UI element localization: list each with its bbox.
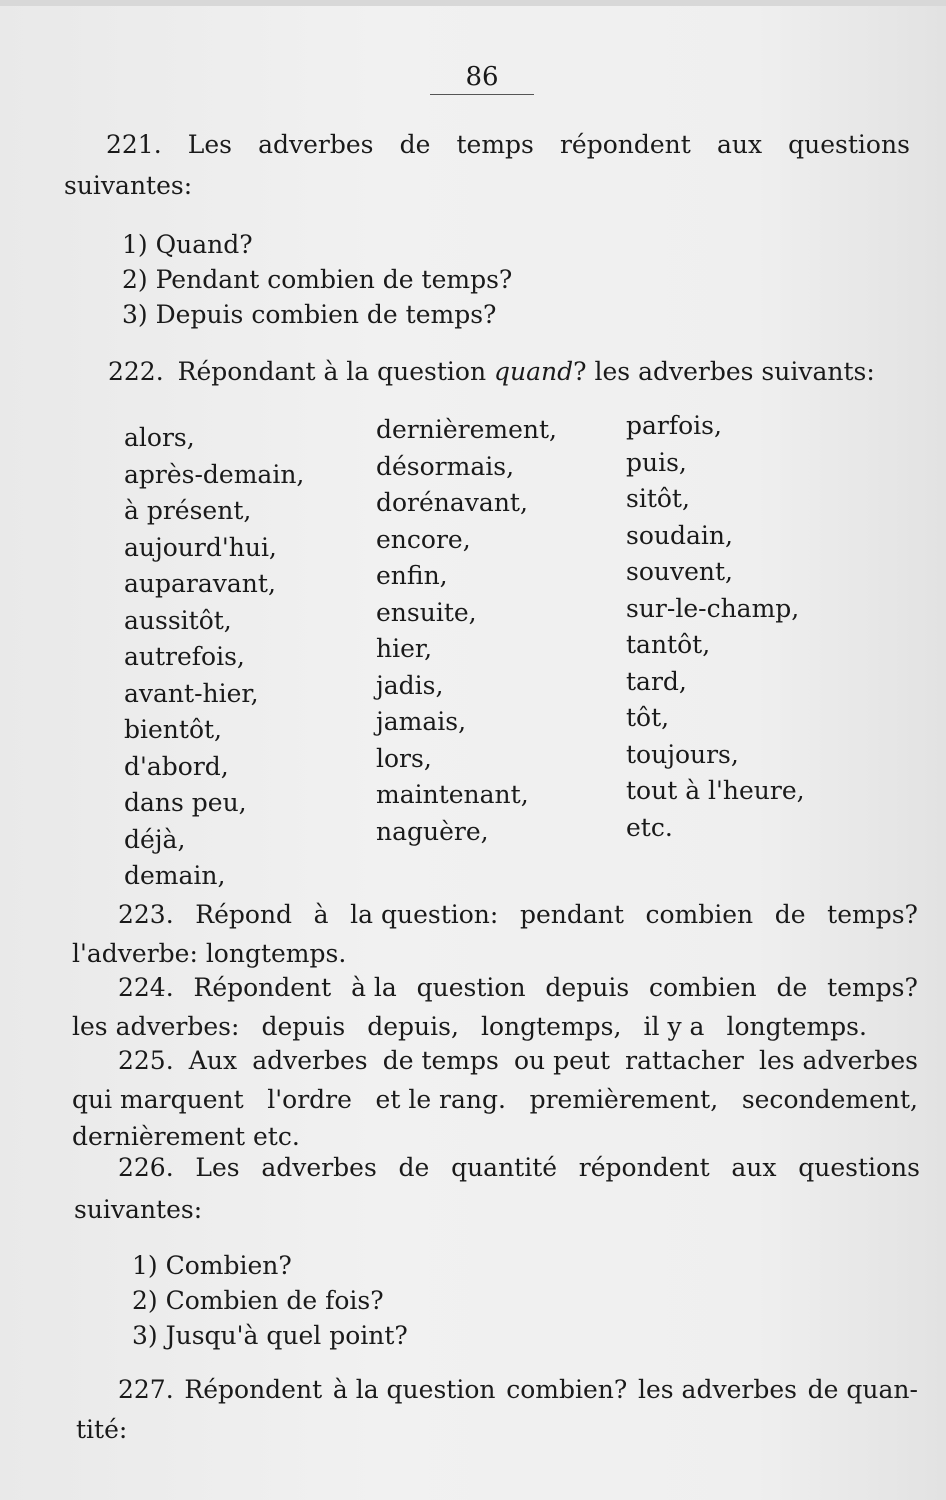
word: longtemps, xyxy=(480,1012,622,1041)
adverb-item: aussitôt, xyxy=(124,605,232,635)
para-225-line1 xyxy=(118,1043,918,1079)
word: de temps xyxy=(382,1046,499,1075)
word: Répond xyxy=(195,900,293,929)
word: combien? xyxy=(506,1375,628,1404)
adverb-item: alors, xyxy=(124,423,195,452)
adverb-item: dans peu, xyxy=(124,788,247,817)
list-226-item: 2) Combien de fois? xyxy=(132,1286,384,1315)
para-222 xyxy=(108,354,875,390)
word: qui marquent xyxy=(72,1085,244,1114)
list-226-item: 3) Jusqu'à quel point? xyxy=(132,1321,408,1350)
word: rattacher xyxy=(625,1046,744,1075)
para-225-line2 xyxy=(72,1082,918,1118)
word: depuis, xyxy=(367,1012,459,1041)
list-221-item: 2) Pendant combien de temps? xyxy=(122,265,513,294)
word: temps xyxy=(456,130,534,159)
adverb-item: soudain, xyxy=(626,520,733,550)
adverbs-column-1 xyxy=(124,420,304,895)
adverb-item: avant-hier, xyxy=(124,678,259,708)
adverb-item: souvent, xyxy=(626,557,733,586)
para-225-line3: dernièrement etc. xyxy=(72,1122,300,1151)
adverb-item: sur-le-champ, xyxy=(626,593,800,623)
adverb-item: dorénavant, xyxy=(376,488,528,517)
word: à xyxy=(313,900,329,929)
para-num: 224. xyxy=(118,973,174,1002)
word: pendant xyxy=(519,900,624,929)
adverb-item: d'abord, xyxy=(124,751,229,781)
word: ou peut xyxy=(513,1046,611,1075)
word: aux xyxy=(731,1153,777,1182)
list-221-item: 3) Depuis combien de temps? xyxy=(122,300,497,329)
adverb-item: etc. xyxy=(626,812,673,842)
adverb-item: ensuite, xyxy=(376,597,477,627)
adverbs-column-3 xyxy=(626,408,805,846)
adverb-item: parfois, xyxy=(626,411,722,440)
adverb-item: tantôt, xyxy=(626,630,711,659)
page-number: 86 xyxy=(430,60,534,95)
adverb-item: enfin, xyxy=(376,561,448,590)
para-num: 222. xyxy=(108,357,164,386)
adverb-item: aujourd'hui, xyxy=(124,532,277,562)
word: à la xyxy=(351,973,397,1002)
word: question xyxy=(416,973,526,1002)
word: les adverbes xyxy=(758,1046,918,1075)
adverb-item: tôt, xyxy=(626,703,670,732)
word: à la question xyxy=(332,1375,496,1404)
para-223-line2: l'adverbe: longtemps. xyxy=(72,939,347,968)
word: adverbes xyxy=(261,1153,377,1182)
word: temps? xyxy=(827,973,918,1002)
word: adverbes xyxy=(252,1046,368,1075)
word: les adverbes xyxy=(637,1375,797,1404)
para-226-line1 xyxy=(118,1150,920,1186)
adverb-item: tard, xyxy=(626,666,687,696)
word: aux xyxy=(716,130,763,159)
word: Les xyxy=(195,1153,240,1182)
para-227-line2: tité: xyxy=(76,1415,128,1444)
adverb-item: désormais, xyxy=(376,451,515,481)
para-224-line2 xyxy=(72,1009,867,1045)
para-221-line2: suivantes: xyxy=(64,171,193,200)
word: longtemps. xyxy=(726,1012,867,1041)
adverb-item: lors, xyxy=(376,743,432,773)
word: Répondent xyxy=(184,1375,323,1404)
word: et le rang. xyxy=(375,1085,506,1114)
adverb-item: dernièrement, xyxy=(376,415,557,444)
para-221-line1 xyxy=(106,127,910,163)
adverb-item: bientôt, xyxy=(124,715,222,744)
word: répondent xyxy=(559,130,691,159)
para-222-before: Répondant à la question xyxy=(177,357,487,386)
word: répondent xyxy=(578,1153,710,1182)
adverb-item: déjà, xyxy=(124,824,186,854)
adverb-item: auparavant, xyxy=(124,569,276,598)
word: combien xyxy=(645,900,754,929)
para-224-line1 xyxy=(118,970,918,1006)
adverb-item: maintenant, xyxy=(376,780,529,809)
adverb-item: encore, xyxy=(376,524,471,554)
top-edge xyxy=(0,0,946,6)
adverb-item: autrefois, xyxy=(124,642,245,671)
word: questions xyxy=(788,130,910,159)
adverb-item: puis, xyxy=(626,447,687,477)
word: de xyxy=(398,1153,430,1182)
list-221-item: 1) Quand? xyxy=(122,230,253,259)
word: Les xyxy=(187,130,232,159)
word: les adverbes: xyxy=(72,1012,240,1041)
para-num: 227. xyxy=(118,1375,174,1404)
word: Aux xyxy=(188,1046,238,1075)
para-num: 226. xyxy=(118,1153,174,1182)
adverb-item: jamais, xyxy=(376,707,467,736)
word: quantité xyxy=(451,1153,558,1182)
para-num: 223. xyxy=(118,900,174,929)
adverb-item: naguère, xyxy=(376,816,489,846)
word: temps? xyxy=(827,900,918,929)
word: depuis xyxy=(545,973,630,1002)
word: la question: xyxy=(350,900,499,929)
word: questions xyxy=(798,1153,920,1182)
word: combien xyxy=(648,973,757,1002)
para-222-after: ? les adverbes suivants: xyxy=(573,357,875,386)
word: de xyxy=(776,973,808,1002)
word: secondement, xyxy=(741,1085,918,1114)
adverb-item: après-demain, xyxy=(124,459,305,489)
word: de quan- xyxy=(807,1375,918,1404)
para-num: 221. xyxy=(106,130,162,159)
adverb-item: à présent, xyxy=(124,496,252,525)
para-223-line1 xyxy=(118,897,918,933)
word: Répondent xyxy=(193,973,332,1002)
para-222-italic: quand xyxy=(494,357,574,386)
para-226-line2: suivantes: xyxy=(74,1195,203,1224)
adverb-item: toujours, xyxy=(626,739,739,769)
adverb-item: hier, xyxy=(376,634,433,663)
word: adverbes xyxy=(258,130,374,159)
word: premièrement, xyxy=(529,1085,719,1114)
word: l'ordre xyxy=(267,1085,352,1114)
list-226-item: 1) Combien? xyxy=(132,1251,292,1280)
word: depuis xyxy=(261,1012,346,1041)
word: de xyxy=(399,130,431,159)
word: de xyxy=(774,900,806,929)
para-227-line1 xyxy=(118,1372,918,1408)
adverb-item: sitôt, xyxy=(626,484,690,513)
adverbs-column-2 xyxy=(376,412,557,850)
adverb-item: tout à l'heure, xyxy=(626,776,805,805)
adverb-item: jadis, xyxy=(376,670,444,700)
word: il y a xyxy=(643,1012,705,1041)
para-num: 225. xyxy=(118,1046,174,1075)
adverb-item: demain, xyxy=(124,861,226,890)
